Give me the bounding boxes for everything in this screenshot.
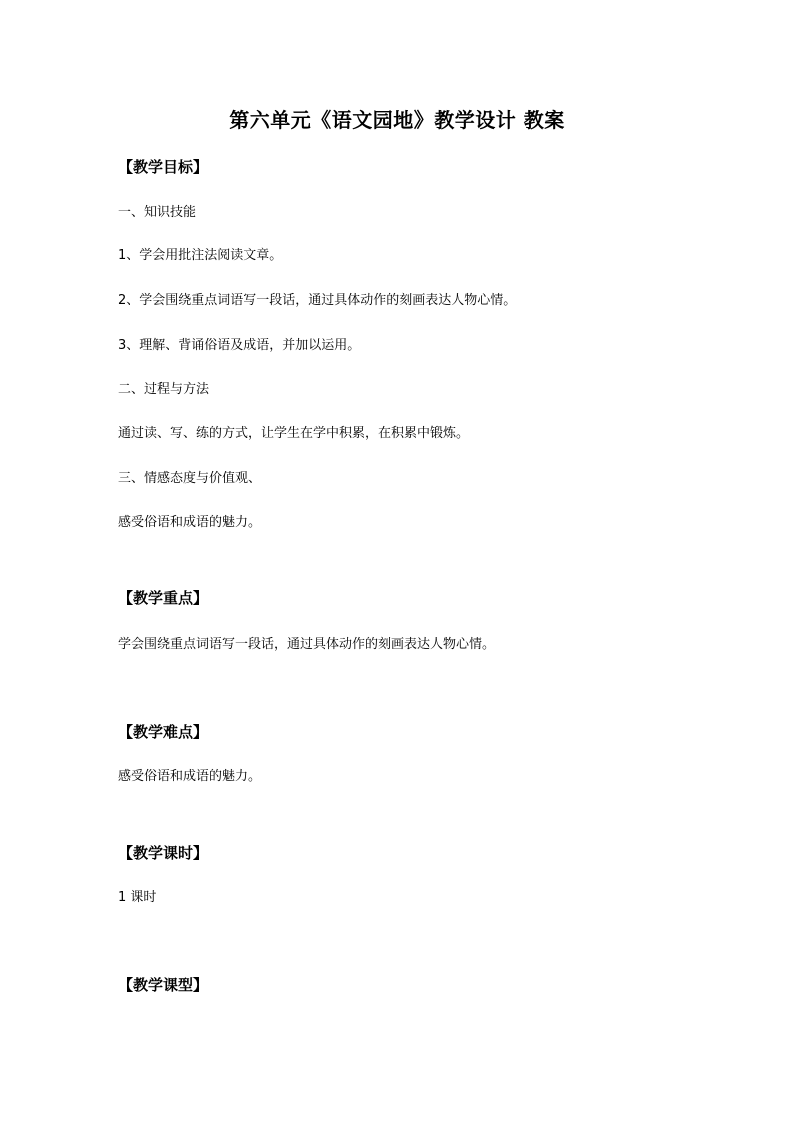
key-points-line: 学会围绕重点词语写一段话，通过具体动作的刻画表达人物心情。 <box>118 637 496 652</box>
lesson-type-heading: 【教学课型】 <box>118 976 209 994</box>
document-title: 第六单元《语文园地》教学设计 教案 <box>229 108 565 132</box>
key-points-heading: 【教学重点】 <box>118 589 209 607</box>
objectives-line: 感受俗语和成语的魅力。 <box>118 515 262 530</box>
objectives-heading: 【教学目标】 <box>118 158 209 176</box>
objectives-line: 通过读、写、练的方式，让学生在学中积累，在积累中锻炼。 <box>118 426 470 441</box>
objectives-line: 2、学会围绕重点词语写一段话，通过具体动作的刻画表达人物心情。 <box>118 293 517 308</box>
objectives-line: 一、知识技能 <box>118 205 197 220</box>
class-hours-line: 1 课时 <box>118 890 157 905</box>
objectives-line: 二、过程与方法 <box>118 382 210 397</box>
objectives-line: 1、学会用批注法阅读文章。 <box>118 248 283 263</box>
objectives-line: 3、理解、背诵俗语及成语，并加以运用。 <box>118 338 361 353</box>
class-hours-heading: 【教学课时】 <box>118 844 209 862</box>
difficulties-heading: 【教学难点】 <box>118 723 209 741</box>
objectives-line: 三、情感态度与价值观、 <box>118 471 262 486</box>
difficulties-line: 感受俗语和成语的魅力。 <box>118 769 262 784</box>
